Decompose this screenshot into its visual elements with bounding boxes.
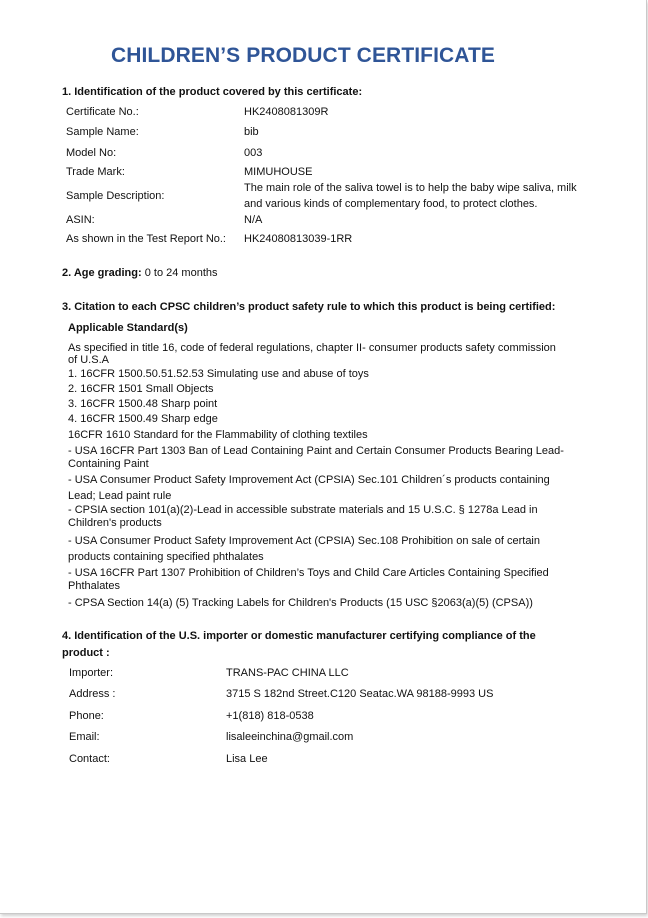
- trade-mark-label: Trade Mark:: [66, 166, 125, 178]
- age-grading-value: 0 to 24 months: [144, 267, 218, 279]
- standard-line: Children's products: [68, 517, 162, 529]
- standard-line: Containing Paint: [68, 458, 149, 470]
- sample-description-label: Sample Description:: [66, 190, 165, 202]
- asin-value: N/A: [244, 214, 263, 226]
- importer-label: Importer:: [69, 667, 114, 679]
- section-1-heading: 1. Identification of the product covered by this certificate:: [62, 86, 363, 98]
- standard-line: 3. 16CFR 1500.48 Sharp point: [68, 398, 218, 410]
- email-value: lisaleeinchina@gmail.com: [226, 731, 354, 743]
- model-no-label: Model No:: [66, 147, 117, 159]
- standard-line: - USA 16CFR Part 1307 Prohibition of Children’s Toys and Child Care Articles Containing Specified: [68, 567, 549, 579]
- standard-line: - CPSIA section 101(a)(2)-Lead in accessible substrate materials and 15 U.S.C. § 1278a Lead in: [68, 504, 538, 516]
- standard-line: Phthalates: [68, 580, 120, 592]
- section-4-heading-line2: product :: [62, 647, 110, 659]
- phone-label: Phone:: [69, 710, 104, 722]
- test-report-value: HK24080813039-1RR: [244, 233, 353, 245]
- age-grading: [62, 267, 218, 279]
- model-no-value: 003: [244, 147, 263, 159]
- standard-line: products containing specified phthalates: [68, 551, 264, 563]
- sample-description-value-line1: The main role of the saliva towel is to help the baby wipe saliva, milk: [244, 182, 577, 194]
- standard-line: of U.S.A: [68, 354, 109, 366]
- test-report-label: As shown in the Test Report No.:: [66, 233, 226, 245]
- contact-value: Lisa Lee: [226, 753, 268, 765]
- age-grading-label: 2. Age grading:: [62, 267, 142, 279]
- section-4-heading-line1: 4. Identification of the U.S. importer or domestic manufacturer certifying compliance of the: [62, 630, 536, 642]
- standard-line: As specified in title 16, code of federal regulations, chapter II- consumer products safety commission: [68, 342, 556, 354]
- contact-label: Contact:: [69, 753, 110, 765]
- standard-line: Lead; Lead paint rule: [68, 490, 172, 502]
- trade-mark-value: MIMUHOUSE: [244, 166, 313, 178]
- applicable-standards-heading: Applicable Standard(s): [68, 322, 188, 334]
- importer-value: TRANS-PAC CHINA LLC: [226, 667, 349, 679]
- standard-line: 2. 16CFR 1501 Small Objects: [68, 383, 214, 395]
- standard-line: - CPSA Section 14(a) (5) Tracking Labels for Children's Products (15 USC §2063(a)(5) (CPSA)): [68, 597, 533, 609]
- page-title: CHILDREN’S PRODUCT CERTIFICATE: [110, 44, 496, 67]
- standard-line: 1. 16CFR 1500.50.51.52.53 Simulating use and abuse of toys: [68, 368, 369, 380]
- sample-description-value-line2: and various kinds of complementary food, to protect clothes.: [244, 198, 538, 210]
- phone-value: +1(818) 818-0538: [226, 710, 314, 722]
- sample-name-label: Sample Name:: [66, 126, 139, 138]
- certificate-no-value: HK2408081309R: [244, 106, 329, 118]
- standard-line: 16CFR 1610 Standard for the Flammability of clothing textiles: [68, 429, 368, 441]
- standard-line: 4. 16CFR 1500.49 Sharp edge: [68, 413, 218, 425]
- asin-label: ASIN:: [66, 214, 95, 226]
- address-value: 3715 S 182nd Street.C120 Seatac.WA 98188-9993 US: [226, 688, 494, 700]
- section-3-heading: 3. Citation to each CPSC children’s product safety rule to which this product is being certified:: [62, 301, 556, 313]
- standard-line: - USA Consumer Product Safety Improvement Act (CPSIA) Sec.101 Children´s products containing: [68, 474, 550, 486]
- standard-line: - USA Consumer Product Safety Improvement Act (CPSIA) Sec.108 Prohibition on sale of certain: [68, 535, 540, 547]
- standard-line: - USA 16CFR Part 1303 Ban of Lead Containing Paint and Certain Consumer Products Bearing Lead-: [68, 445, 564, 457]
- sample-name-value: bib: [244, 126, 259, 138]
- email-label: Email:: [69, 731, 100, 743]
- address-label: Address :: [69, 688, 116, 700]
- certificate-no-label: Certificate No.:: [66, 106, 139, 118]
